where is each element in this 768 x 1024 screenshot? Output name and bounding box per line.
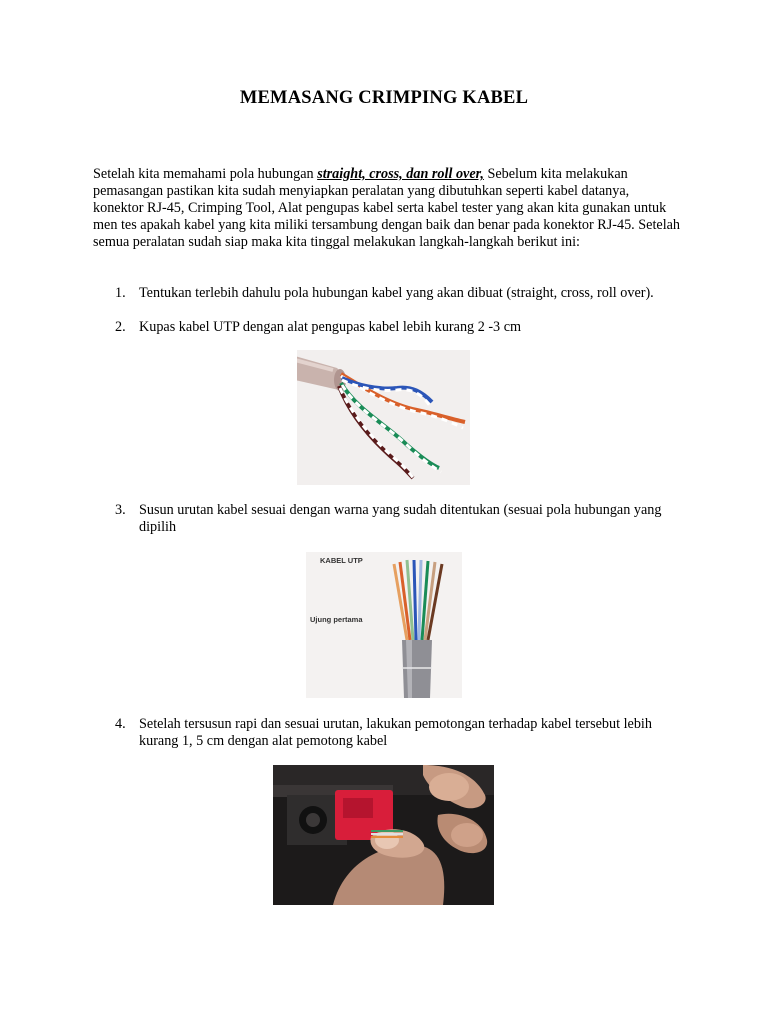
list-item bbox=[115, 716, 684, 750]
list-item-text: Tentukan terlebih dahulu pola hubungan kabel yang akan dibuat (straight, cross, roll over). bbox=[139, 285, 654, 301]
list-item bbox=[115, 319, 684, 336]
intro-text-after: Sebelum kita melakukan pemasangan pastikan kita sudah menyiapkan peralatan yang dibutuhkan seperti kabel datanya, konektor RJ-45, Crimping Tool, Alat pengupas kabel serta kabel tester yang akan kita gunakan untuk men tes apakah kabel yang kita miliki tersambung dengan baik dan benar pada konektor RJ-45. Setelah semua peralatan sudah siap maka kita tinggal melakukan langkah-langkah berikut ini: bbox=[93, 166, 681, 250]
stripped-cable-image bbox=[297, 350, 470, 485]
list-item-text: Susun urutan kabel sesuai dengan warna yang sudah ditentukan (sesuai pola hubungan yang dipilih bbox=[139, 502, 662, 535]
arranged-wires-image bbox=[306, 552, 462, 698]
intro-text-before: Setelah kita memahami pola hubungan bbox=[93, 166, 318, 182]
list-item-number: 4. bbox=[115, 716, 126, 732]
list-item bbox=[115, 502, 684, 536]
list-item-number: 1. bbox=[115, 285, 126, 301]
list-item-number: 2. bbox=[115, 319, 126, 335]
figure-label-kabel-utp: KABEL UTP bbox=[320, 556, 363, 565]
intro-emphasis: straight, cross, dan roll over, bbox=[317, 166, 484, 182]
cutting-cable-image bbox=[273, 765, 494, 905]
list-item-number: 3. bbox=[115, 502, 126, 518]
intro-paragraph bbox=[93, 166, 683, 251]
document-title: MEMASANG CRIMPING KABEL bbox=[239, 88, 529, 108]
list-item bbox=[115, 285, 684, 302]
figure-label-ujung-pertama: Ujung pertama bbox=[310, 615, 363, 624]
list-item-text: Kupas kabel UTP dengan alat pengupas kabel lebih kurang 2 -3 cm bbox=[139, 319, 522, 335]
list-item-text: Setelah tersusun rapi dan sesuai urutan, lakukan pemotongan terhadap kabel tersebut lebih kurang 1, 5 cm dengan alat pemotong kabel bbox=[139, 716, 652, 749]
